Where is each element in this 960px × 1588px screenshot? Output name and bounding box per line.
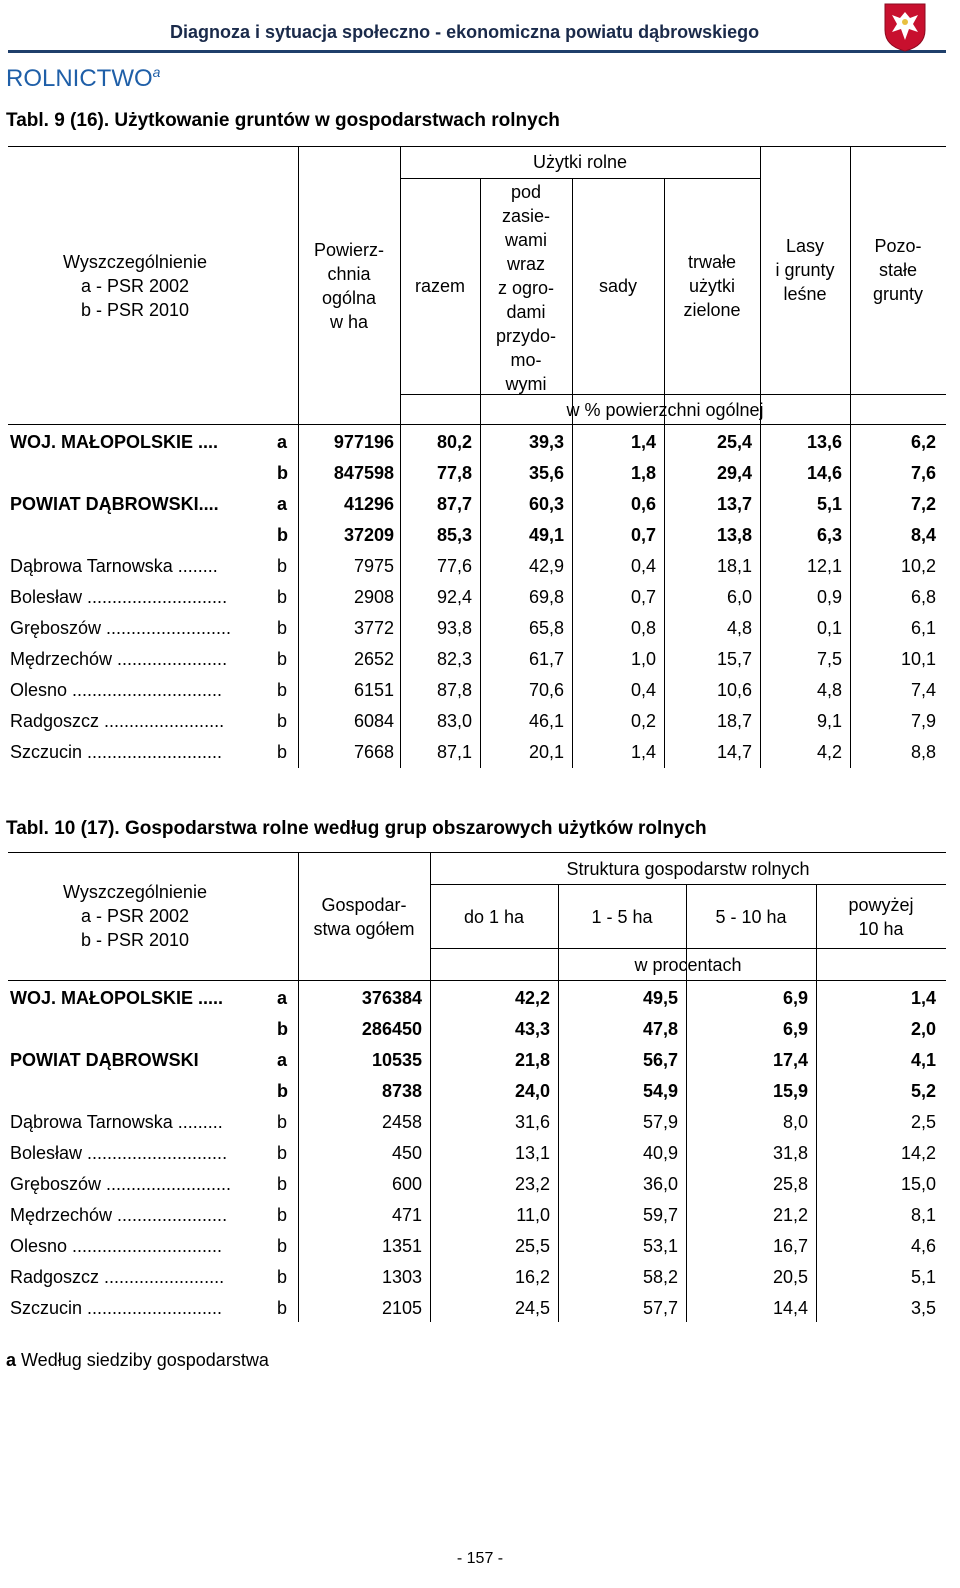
table-cell: 42,9 — [528, 556, 564, 576]
table-cell: 5,2 — [910, 1081, 936, 1101]
table1-top-rule — [8, 146, 946, 147]
table1-head-razem: razem — [414, 276, 465, 296]
table-cell: 57,9 — [642, 1112, 678, 1132]
table-cell: 471 — [391, 1205, 422, 1225]
footnote — [6, 1350, 269, 1371]
row-name: Szczucin ........................... — [10, 742, 223, 762]
table-cell: 10,6 — [716, 680, 752, 700]
table-cell: 36,0 — [642, 1174, 678, 1194]
table-cell: 13,1 — [514, 1143, 550, 1163]
table-cell: 20,1 — [528, 742, 564, 762]
table-cell: 13,8 — [716, 525, 752, 545]
row-type: b — [277, 1081, 288, 1101]
table1-head-uzytki: Użytki rolne — [532, 152, 628, 172]
table1-head-trwale: trwałe użytki zielone — [683, 252, 741, 320]
table-cell: 8,1 — [910, 1205, 936, 1225]
table2-head-total: Gospodar- stwa ogółem — [313, 895, 415, 939]
table-cell: 12,1 — [806, 556, 842, 576]
table2-head-c2: 1 - 5 ha — [591, 907, 653, 927]
table-cell: 0,4 — [630, 556, 656, 576]
row-name: Dąbrowa Tarnowska ........ — [10, 556, 218, 576]
table-cell: 4,2 — [816, 742, 842, 762]
table-cell: 7,6 — [910, 463, 936, 483]
table-cell: 6,8 — [910, 587, 936, 607]
row-name: Radgoszcz ........................ — [10, 1267, 225, 1287]
table-cell: 13,7 — [716, 494, 752, 514]
table1-head-pozostale: Pozo- stałe grunty — [872, 236, 924, 304]
table-cell: 49,5 — [642, 988, 678, 1008]
table-cell: 25,8 — [772, 1174, 808, 1194]
table-cell: 6,9 — [782, 988, 808, 1008]
table-cell: 77,6 — [436, 556, 472, 576]
table-cell: 2105 — [381, 1298, 422, 1318]
table-cell: 16,7 — [772, 1236, 808, 1256]
table2-head-percent: w procentach — [634, 955, 742, 975]
table-cell: 977196 — [333, 432, 394, 452]
row-name: Mędrzechów ...................... — [10, 649, 228, 669]
table-cell: 8,0 — [782, 1112, 808, 1132]
table-cell: 0,2 — [630, 711, 656, 731]
table2-head-spec: Wyszczególnienie a - PSR 2002 b - PSR 2010 — [63, 882, 207, 950]
section-title: ROLNICTWO$^a$ — [6, 64, 161, 92]
table-cell: 25,4 — [716, 432, 752, 452]
table-cell: 18,7 — [716, 711, 752, 731]
row-type: b — [277, 587, 288, 607]
row-type: b — [277, 1205, 288, 1225]
table-cell: 15,7 — [716, 649, 752, 669]
table-cell: 24,5 — [514, 1298, 550, 1318]
row-type: b — [277, 711, 288, 731]
row-name: Bolesław ............................ — [10, 1143, 228, 1163]
table-cell: 0,1 — [816, 618, 842, 638]
table-cell: 0,4 — [630, 680, 656, 700]
table-cell: 41296 — [343, 494, 394, 514]
table-cell: 1,4 — [630, 432, 656, 452]
section-footnote-mark: a — [152, 64, 161, 80]
table-cell: 11,0 — [516, 1205, 550, 1225]
table1-head-lasy: Lasy i grunty leśne — [775, 236, 835, 304]
table-cell: 25,5 — [514, 1236, 550, 1256]
table-cell: 2,0 — [910, 1019, 936, 1039]
row-name: Mędrzechów ...................... — [10, 1205, 228, 1225]
table-cell: 87,8 — [436, 680, 472, 700]
document-header-title: Diagnoza i sytuacja społeczno - ekonomiczna powiatu dąbrowskiego — [170, 22, 760, 42]
table-cell: 61,7 — [528, 649, 564, 669]
table-cell: 6,1 — [910, 618, 936, 638]
table-cell: 70,6 — [528, 680, 564, 700]
footnote-mark: a — [6, 1350, 17, 1370]
table-cell: 286450 — [361, 1019, 422, 1039]
row-name: POWIAT DĄBROWSKI.... — [10, 494, 219, 514]
table-cell: 42,2 — [514, 988, 550, 1008]
table-cell: 16,2 — [514, 1267, 550, 1287]
table-cell: 31,8 — [772, 1143, 808, 1163]
table-cell: 39,3 — [528, 432, 564, 452]
table-cell: 3,5 — [910, 1298, 936, 1318]
table-cell: 6,9 — [782, 1019, 808, 1039]
table-cell: 1,0 — [630, 649, 656, 669]
table-cell: 6084 — [353, 711, 394, 731]
table-cell: 5,1 — [816, 494, 842, 514]
table-cell: 18,1 — [716, 556, 752, 576]
table-cell: 1303 — [381, 1267, 422, 1287]
row-type: b — [277, 742, 288, 762]
table-cell: 0,9 — [816, 587, 842, 607]
table-cell: 847598 — [333, 463, 394, 483]
row-type: b — [277, 680, 288, 700]
row-name: Radgoszcz ........................ — [10, 711, 225, 731]
row-type: b — [277, 463, 288, 483]
table-cell: 60,3 — [528, 494, 564, 514]
page-number: - 157 - — [456, 1550, 504, 1567]
footnote-text: Według siedziby gospodarstwa — [16, 1350, 269, 1370]
table-cell: 600 — [391, 1174, 422, 1194]
table-cell: 6151 — [353, 680, 394, 700]
table-cell: 92,4 — [436, 587, 472, 607]
table-cell: 2,5 — [910, 1112, 936, 1132]
row-name: Bolesław ............................ — [10, 587, 228, 607]
table-cell: 57,7 — [642, 1298, 678, 1318]
row-name: Olesno .............................. — [10, 1236, 223, 1256]
table2-head-c1: do 1 ha — [463, 907, 525, 927]
table-cell: 5,1 — [910, 1267, 936, 1287]
table-cell: 21,8 — [514, 1050, 550, 1070]
table2-head-c4: powyżej 10 ha — [848, 895, 914, 939]
table-cell: 23,2 — [514, 1174, 550, 1194]
table-cell: 35,6 — [528, 463, 564, 483]
table-cell: 1,4 — [910, 988, 936, 1008]
table-cell: 69,8 — [528, 587, 564, 607]
table1-head-spec: Wyszczególnienie a - PSR 2002 b - PSR 2010 — [63, 252, 207, 320]
table-cell: 1,4 — [630, 742, 656, 762]
table-cell: 0,7 — [630, 525, 656, 545]
table-cell: 24,0 — [514, 1081, 550, 1101]
row-type: b — [277, 556, 288, 576]
table-cell: 7668 — [353, 742, 394, 762]
table-cell: 376384 — [361, 988, 422, 1008]
table-cell: 85,3 — [436, 525, 472, 545]
row-type: b — [277, 1267, 288, 1287]
table-cell: 37209 — [343, 525, 394, 545]
table1-head-percent: w % powierzchni ogólnej — [566, 400, 764, 420]
table1-head-area: Powierz- chnia ogólna w ha — [313, 240, 384, 332]
table-cell: 10,2 — [900, 556, 936, 576]
table2-head-struktura: Struktura gospodarstw rolnych — [566, 859, 810, 879]
table-cell: 13,6 — [806, 432, 842, 452]
table-cell: 10,1 — [900, 649, 936, 669]
table-cell: 4,8 — [726, 618, 752, 638]
table1-head-pod: pod zasie- wami wraz z ogro- dami przydo- mo- wymi — [495, 182, 557, 394]
table-cell: 450 — [391, 1143, 422, 1163]
row-type: a — [277, 988, 288, 1008]
table-cell: 0,7 — [630, 587, 656, 607]
row-type: a — [277, 494, 288, 514]
table-cell: 7,9 — [910, 711, 936, 731]
table-cell: 87,1 — [436, 742, 472, 762]
table-cell: 77,8 — [436, 463, 472, 483]
table-cell: 14,6 — [806, 463, 842, 483]
table-cell: 4,6 — [910, 1236, 936, 1256]
table-cell: 59,7 — [642, 1205, 678, 1225]
table-cell: 1351 — [381, 1236, 422, 1256]
table-cell: 6,3 — [816, 525, 842, 545]
table2-title: Tabl. 10 (17). Gospodarstwa rolne według grup obszarowych użytków rolnych — [6, 818, 707, 839]
row-name: WOJ. MAŁOPOLSKIE ..... — [10, 988, 224, 1008]
table-cell: 1,8 — [630, 463, 656, 483]
table-cell: 4,8 — [816, 680, 842, 700]
table-cell: 29,4 — [716, 463, 752, 483]
table-cell: 0,6 — [630, 494, 656, 514]
table-cell: 46,1 — [528, 711, 564, 731]
table-cell: 53,1 — [642, 1236, 678, 1256]
table-cell: 15,0 — [900, 1174, 936, 1194]
row-type: b — [277, 649, 288, 669]
table-cell: 93,8 — [436, 618, 472, 638]
table-cell: 80,2 — [436, 432, 472, 452]
table-cell: 8,4 — [910, 525, 936, 545]
table-cell: 58,2 — [642, 1267, 678, 1287]
row-type: b — [277, 618, 288, 638]
table-cell: 8738 — [381, 1081, 422, 1101]
row-type: b — [277, 1298, 288, 1318]
table-cell: 21,2 — [772, 1205, 808, 1225]
table-cell: 9,1 — [816, 711, 842, 731]
table-cell: 2458 — [381, 1112, 422, 1132]
row-type: b — [277, 1143, 288, 1163]
table-cell: 7,5 — [816, 649, 842, 669]
row-type: b — [277, 525, 288, 545]
table-cell: 17,4 — [772, 1050, 808, 1070]
row-name: Dąbrowa Tarnowska ......... — [10, 1112, 223, 1132]
row-type: a — [277, 432, 288, 452]
row-type: b — [277, 1174, 288, 1194]
row-name: Szczucin ........................... — [10, 1298, 223, 1318]
table-cell: 83,0 — [436, 711, 472, 731]
row-name: Gręboszów ......................... — [10, 1174, 232, 1194]
table-cell: 8,8 — [910, 742, 936, 762]
table-cell: 2652 — [353, 649, 394, 669]
table-cell: 0,8 — [630, 618, 656, 638]
table-cell: 31,6 — [514, 1112, 550, 1132]
table-cell: 14,4 — [772, 1298, 808, 1318]
table-cell: 7,2 — [910, 494, 936, 514]
table-cell: 20,5 — [772, 1267, 808, 1287]
table-cell: 7,4 — [910, 680, 936, 700]
table-cell: 2908 — [353, 587, 394, 607]
table-cell: 47,8 — [642, 1019, 678, 1039]
table-cell: 6,0 — [726, 587, 752, 607]
row-type: b — [277, 1236, 288, 1256]
header-divider — [8, 50, 946, 53]
table-cell: 43,3 — [514, 1019, 550, 1039]
table-cell: 14,7 — [716, 742, 752, 762]
table2-head-c3: 5 - 10 ha — [715, 907, 787, 927]
table-cell: 4,1 — [910, 1050, 936, 1070]
table-cell: 3772 — [353, 618, 394, 638]
table-cell: 15,9 — [772, 1081, 808, 1101]
table-cell: 7975 — [353, 556, 394, 576]
table-cell: 14,2 — [900, 1143, 936, 1163]
row-type: a — [277, 1050, 288, 1070]
table-cell: 54,9 — [642, 1081, 678, 1101]
table-cell: 10535 — [371, 1050, 422, 1070]
row-name: WOJ. MAŁOPOLSKIE .... — [10, 432, 219, 452]
row-type: b — [277, 1112, 288, 1132]
table-cell: 6,2 — [910, 432, 936, 452]
table-cell: 65,8 — [528, 618, 564, 638]
row-type: b — [277, 1019, 288, 1039]
table-cell: 49,1 — [528, 525, 564, 545]
table1-head-sady: sady — [598, 276, 638, 296]
row-name: Gręboszów ......................... — [10, 618, 232, 638]
table-cell: 56,7 — [642, 1050, 678, 1070]
row-name: POWIAT DĄBROWSKI — [10, 1050, 199, 1070]
table-cell: 40,9 — [642, 1143, 678, 1163]
table-cell: 82,3 — [436, 649, 472, 669]
table-cell: 87,7 — [436, 494, 472, 514]
table1-title: Tabl. 9 (16). Użytkowanie gruntów w gospodarstwach rolnych — [6, 110, 560, 131]
crest-icon — [882, 2, 928, 52]
row-name: Olesno .............................. — [10, 680, 223, 700]
